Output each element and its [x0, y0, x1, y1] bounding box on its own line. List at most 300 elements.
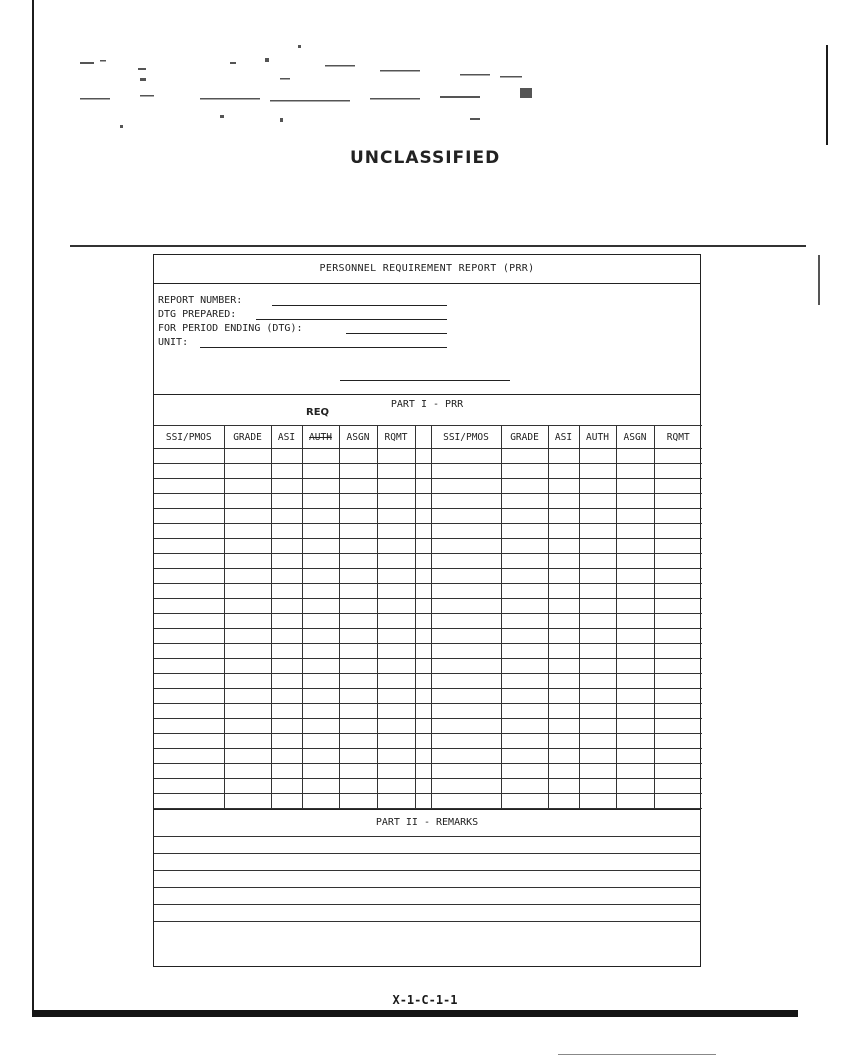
table-cell: [224, 749, 271, 764]
table-cell: [415, 554, 431, 569]
table-cell: [431, 509, 501, 524]
table-cell: [302, 449, 339, 464]
col-rqmt-left: RQMT: [377, 426, 415, 449]
table-cell: [154, 614, 224, 629]
table-cell: [654, 629, 702, 644]
col-rqmt-right: RQMT: [654, 426, 702, 449]
table-cell: [501, 659, 548, 674]
table-cell: [339, 749, 377, 764]
table-cell: [339, 689, 377, 704]
table-row: [154, 509, 702, 524]
table-cell: [271, 674, 302, 689]
table-cell: [377, 479, 415, 494]
table-cell: [548, 569, 579, 584]
table-cell: [302, 479, 339, 494]
table-cell: [548, 749, 579, 764]
table-cell: [548, 599, 579, 614]
table-cell: [154, 539, 224, 554]
table-cell: [271, 599, 302, 614]
table-cell: [654, 734, 702, 749]
table-cell: [654, 509, 702, 524]
table-cell: [654, 449, 702, 464]
table-cell: [501, 599, 548, 614]
table-cell: [154, 569, 224, 584]
table-cell: [654, 644, 702, 659]
table-cell: [415, 689, 431, 704]
table-cell: [339, 674, 377, 689]
table-cell: [616, 584, 654, 599]
table-row: [154, 659, 702, 674]
table-cell: [616, 554, 654, 569]
table-cell: [654, 719, 702, 734]
prr-form: [153, 254, 701, 967]
table-cell: [431, 764, 501, 779]
table-cell: [302, 719, 339, 734]
table-row: [154, 614, 702, 629]
table-row: [154, 524, 702, 539]
col-ssi-pmos-right: SSI/PMOS: [431, 426, 501, 449]
table-cell: [616, 524, 654, 539]
table-cell: [415, 719, 431, 734]
table-cell: [377, 704, 415, 719]
table-cell: [302, 464, 339, 479]
table-cell: [415, 794, 431, 809]
table-cell: [579, 704, 616, 719]
table-cell: [224, 659, 271, 674]
table-cell: [654, 569, 702, 584]
table-cell: [431, 644, 501, 659]
table-cell: [224, 629, 271, 644]
table-cell: [501, 749, 548, 764]
table-cell: [579, 479, 616, 494]
table-cell: [377, 629, 415, 644]
table-cell: [501, 764, 548, 779]
form-title: PERSONNEL REQUIREMENT REPORT (PRR): [154, 255, 700, 284]
table-cell: [302, 779, 339, 794]
table-cell: [377, 749, 415, 764]
scan-bottom-edge: [32, 1010, 798, 1017]
table-cell: [224, 464, 271, 479]
table-cell: [431, 704, 501, 719]
table-cell: [377, 779, 415, 794]
table-cell: [579, 494, 616, 509]
table-cell: [431, 524, 501, 539]
table-cell: [415, 464, 431, 479]
table-cell: [154, 644, 224, 659]
table-cell: [616, 734, 654, 749]
table-cell: [431, 719, 501, 734]
table-cell: [654, 659, 702, 674]
table-cell: [501, 554, 548, 569]
table-row: [154, 599, 702, 614]
table-cell: [224, 509, 271, 524]
table-row: [154, 539, 702, 554]
table-cell: [377, 644, 415, 659]
table-cell: [224, 764, 271, 779]
table-cell: [302, 539, 339, 554]
table-cell: [579, 764, 616, 779]
table-cell: [224, 524, 271, 539]
table-row: [154, 494, 702, 509]
table-cell: [616, 464, 654, 479]
table-cell: [431, 494, 501, 509]
table-cell: [415, 629, 431, 644]
table-row: [154, 749, 702, 764]
table-row: [154, 449, 702, 464]
table-cell: [579, 524, 616, 539]
table-cell: [154, 689, 224, 704]
table-cell: [579, 659, 616, 674]
table-cell: [579, 734, 616, 749]
table-cell: [302, 674, 339, 689]
table-cell: [415, 644, 431, 659]
table-cell: [339, 569, 377, 584]
table-cell: [654, 584, 702, 599]
table-cell: [339, 704, 377, 719]
table-cell: [548, 734, 579, 749]
table-cell: [224, 689, 271, 704]
table-cell: [339, 734, 377, 749]
table-cell: [579, 509, 616, 524]
table-cell: [579, 689, 616, 704]
remark-line: [154, 905, 700, 922]
table-cell: [431, 554, 501, 569]
table-cell: [501, 464, 548, 479]
table-cell: [271, 794, 302, 809]
table-cell: [431, 794, 501, 809]
table-cell: [616, 494, 654, 509]
table-cell: [501, 704, 548, 719]
table-cell: [548, 644, 579, 659]
table-cell: [271, 449, 302, 464]
table-cell: [501, 644, 548, 659]
table-cell: [616, 719, 654, 734]
table-cell: [377, 584, 415, 599]
table-cell: [415, 779, 431, 794]
table-cell: [548, 539, 579, 554]
unit-field: [158, 336, 188, 349]
table-cell: [548, 494, 579, 509]
table-cell: [548, 554, 579, 569]
table-cell: [579, 554, 616, 569]
table-cell: [579, 599, 616, 614]
table-cell: [654, 554, 702, 569]
col-asi-left: ASI: [271, 426, 302, 449]
table-cell: [616, 674, 654, 689]
table-cell: [415, 614, 431, 629]
table-cell: [339, 629, 377, 644]
table-cell: [224, 674, 271, 689]
table-cell: [431, 674, 501, 689]
table-row: [154, 569, 702, 584]
table-cell: [154, 509, 224, 524]
table-cell: [339, 599, 377, 614]
table-cell: [302, 554, 339, 569]
table-cell: [302, 794, 339, 809]
table-cell: [548, 479, 579, 494]
table-cell: [377, 674, 415, 689]
table-cell: [154, 794, 224, 809]
table-cell: [548, 674, 579, 689]
table-cell: [501, 794, 548, 809]
table-cell: [501, 689, 548, 704]
table-cell: [302, 764, 339, 779]
table-cell: [339, 659, 377, 674]
table-cell: [302, 749, 339, 764]
table-cell: [431, 539, 501, 554]
table-cell: [579, 794, 616, 809]
table-cell: [548, 794, 579, 809]
scan-left-edge: [32, 0, 34, 1012]
table-cell: [339, 719, 377, 734]
table-cell: [302, 704, 339, 719]
report-number-field: [158, 294, 242, 307]
part1-title: PART I - PRR: [390, 399, 464, 410]
table-cell: [377, 794, 415, 809]
table-cell: [377, 554, 415, 569]
table-cell: [302, 584, 339, 599]
table-cell: [271, 719, 302, 734]
table-cell: [548, 524, 579, 539]
table-cell: [431, 734, 501, 749]
table-cell: [154, 479, 224, 494]
table-row: [154, 674, 702, 689]
col-asi-right: ASI: [548, 426, 579, 449]
table-cell: [548, 764, 579, 779]
table-cell: [339, 614, 377, 629]
table-cell: [431, 449, 501, 464]
remark-line: [154, 888, 700, 905]
table-cell: [224, 569, 271, 584]
dtg-prepared-line: [256, 319, 447, 320]
dtg-prepared-field: [158, 308, 236, 321]
table-cell: [415, 569, 431, 584]
table-cell: [271, 584, 302, 599]
remark-line: [154, 854, 700, 871]
remark-line: [154, 922, 700, 938]
col-ssi-pmos-left: SSI/PMOS: [154, 426, 224, 449]
table-cell: [224, 704, 271, 719]
table-cell: [579, 449, 616, 464]
table-cell: [339, 644, 377, 659]
handwritten-req-note: REQ: [306, 407, 330, 418]
classification-marking: UNCLASSIFIED: [350, 148, 501, 168]
table-cell: [224, 554, 271, 569]
table-cell: [339, 524, 377, 539]
table-cell: [271, 524, 302, 539]
unit-line: [200, 347, 447, 348]
table-cell: [271, 779, 302, 794]
table-cell: [154, 554, 224, 569]
table-cell: [616, 764, 654, 779]
table-cell: [616, 599, 654, 614]
table-cell: [377, 494, 415, 509]
table-row: [154, 464, 702, 479]
table-row: [154, 719, 702, 734]
table-cell: [616, 539, 654, 554]
table-cell: [548, 719, 579, 734]
table-cell: [271, 659, 302, 674]
table-cell: [339, 554, 377, 569]
table-cell: [616, 509, 654, 524]
table-cell: [415, 749, 431, 764]
table-cell: [415, 764, 431, 779]
table-cell: [548, 614, 579, 629]
table-row: [154, 584, 702, 599]
table-cell: [339, 764, 377, 779]
part1-table: [154, 425, 702, 809]
table-row: [154, 629, 702, 644]
table-cell: [302, 659, 339, 674]
table-cell: [415, 479, 431, 494]
table-cell: [548, 689, 579, 704]
col-grade-left: GRADE: [224, 426, 271, 449]
table-cell: [579, 464, 616, 479]
table-cell: [224, 539, 271, 554]
table-cell: [271, 509, 302, 524]
table-cell: [501, 539, 548, 554]
table-cell: [339, 494, 377, 509]
table-cell: [339, 584, 377, 599]
table-cell: [415, 539, 431, 554]
table-cell: [579, 749, 616, 764]
table-cell: [302, 494, 339, 509]
table-cell: [579, 614, 616, 629]
col-asgn-right: ASGN: [616, 426, 654, 449]
col-asgn-left: ASGN: [339, 426, 377, 449]
table-cell: [271, 704, 302, 719]
table-cell: [339, 539, 377, 554]
table-cell: [616, 659, 654, 674]
table-cell: [302, 734, 339, 749]
table-cell: [339, 509, 377, 524]
table-cell: [339, 449, 377, 464]
table-cell: [271, 764, 302, 779]
table-cell: [548, 659, 579, 674]
part1-table-body: [154, 449, 702, 809]
scan-noise: [80, 40, 580, 130]
table-cell: [271, 734, 302, 749]
table-cell: [579, 629, 616, 644]
table-cell: [271, 554, 302, 569]
table-cell: [415, 524, 431, 539]
section-divider: [70, 245, 806, 247]
table-cell: [431, 779, 501, 794]
table-cell: [548, 464, 579, 479]
table-cell: [302, 614, 339, 629]
table-cell: [501, 449, 548, 464]
table-cell: [654, 539, 702, 554]
table-row: [154, 479, 702, 494]
header-fields: [154, 284, 700, 395]
table-cell: [377, 599, 415, 614]
table-cell: [154, 464, 224, 479]
table-cell: [377, 449, 415, 464]
table-cell: [415, 734, 431, 749]
period-ending-line: [346, 333, 447, 334]
table-cell: [616, 794, 654, 809]
table-cell: [654, 599, 702, 614]
table-cell: [154, 599, 224, 614]
table-row: [154, 689, 702, 704]
table-cell: [224, 734, 271, 749]
table-cell: [224, 794, 271, 809]
table-cell: [224, 584, 271, 599]
table-cell: [431, 659, 501, 674]
table-cell: [154, 674, 224, 689]
table-cell: [154, 734, 224, 749]
table-cell: [501, 674, 548, 689]
table-cell: [377, 524, 415, 539]
table-cell: [377, 569, 415, 584]
table-cell: [579, 719, 616, 734]
table-cell: [616, 449, 654, 464]
table-row: [154, 554, 702, 569]
table-cell: [271, 539, 302, 554]
table-cell: [271, 614, 302, 629]
table-cell: [302, 689, 339, 704]
table-cell: [501, 734, 548, 749]
table-cell: [431, 464, 501, 479]
table-cell: [154, 764, 224, 779]
table-cell: [654, 794, 702, 809]
table-cell: [377, 764, 415, 779]
table-cell: [431, 614, 501, 629]
table-cell: [431, 599, 501, 614]
table-cell: [501, 719, 548, 734]
table-cell: [271, 464, 302, 479]
table-cell: [501, 584, 548, 599]
table-cell: [616, 479, 654, 494]
table-cell: [154, 449, 224, 464]
table-cell: [501, 494, 548, 509]
table-cell: [154, 659, 224, 674]
table-cell: [339, 779, 377, 794]
table-cell: [548, 449, 579, 464]
part1-header: [154, 395, 700, 425]
table-cell: [224, 614, 271, 629]
table-cell: [548, 629, 579, 644]
table-cell: [654, 674, 702, 689]
part2-title: PART II - REMARKS: [154, 809, 700, 837]
table-cell: [302, 509, 339, 524]
remark-line: [154, 837, 700, 854]
table-row: [154, 734, 702, 749]
table-cell: [654, 479, 702, 494]
table-cell: [654, 464, 702, 479]
table-cell: [654, 524, 702, 539]
table-cell: [271, 644, 302, 659]
remark-line: [154, 871, 700, 888]
table-cell: [224, 779, 271, 794]
table-cell: [377, 539, 415, 554]
table-cell: [616, 614, 654, 629]
table-cell: [501, 569, 548, 584]
table-cell: [415, 509, 431, 524]
table-cell: [224, 644, 271, 659]
table-cell: [548, 509, 579, 524]
table-cell: [302, 629, 339, 644]
table-row: [154, 644, 702, 659]
table-cell: [302, 569, 339, 584]
table-row: [154, 779, 702, 794]
table-cell: [339, 464, 377, 479]
table-cell: [616, 749, 654, 764]
table-cell: [377, 464, 415, 479]
table-cell: [154, 584, 224, 599]
table-cell: [271, 689, 302, 704]
table-cell: [431, 749, 501, 764]
